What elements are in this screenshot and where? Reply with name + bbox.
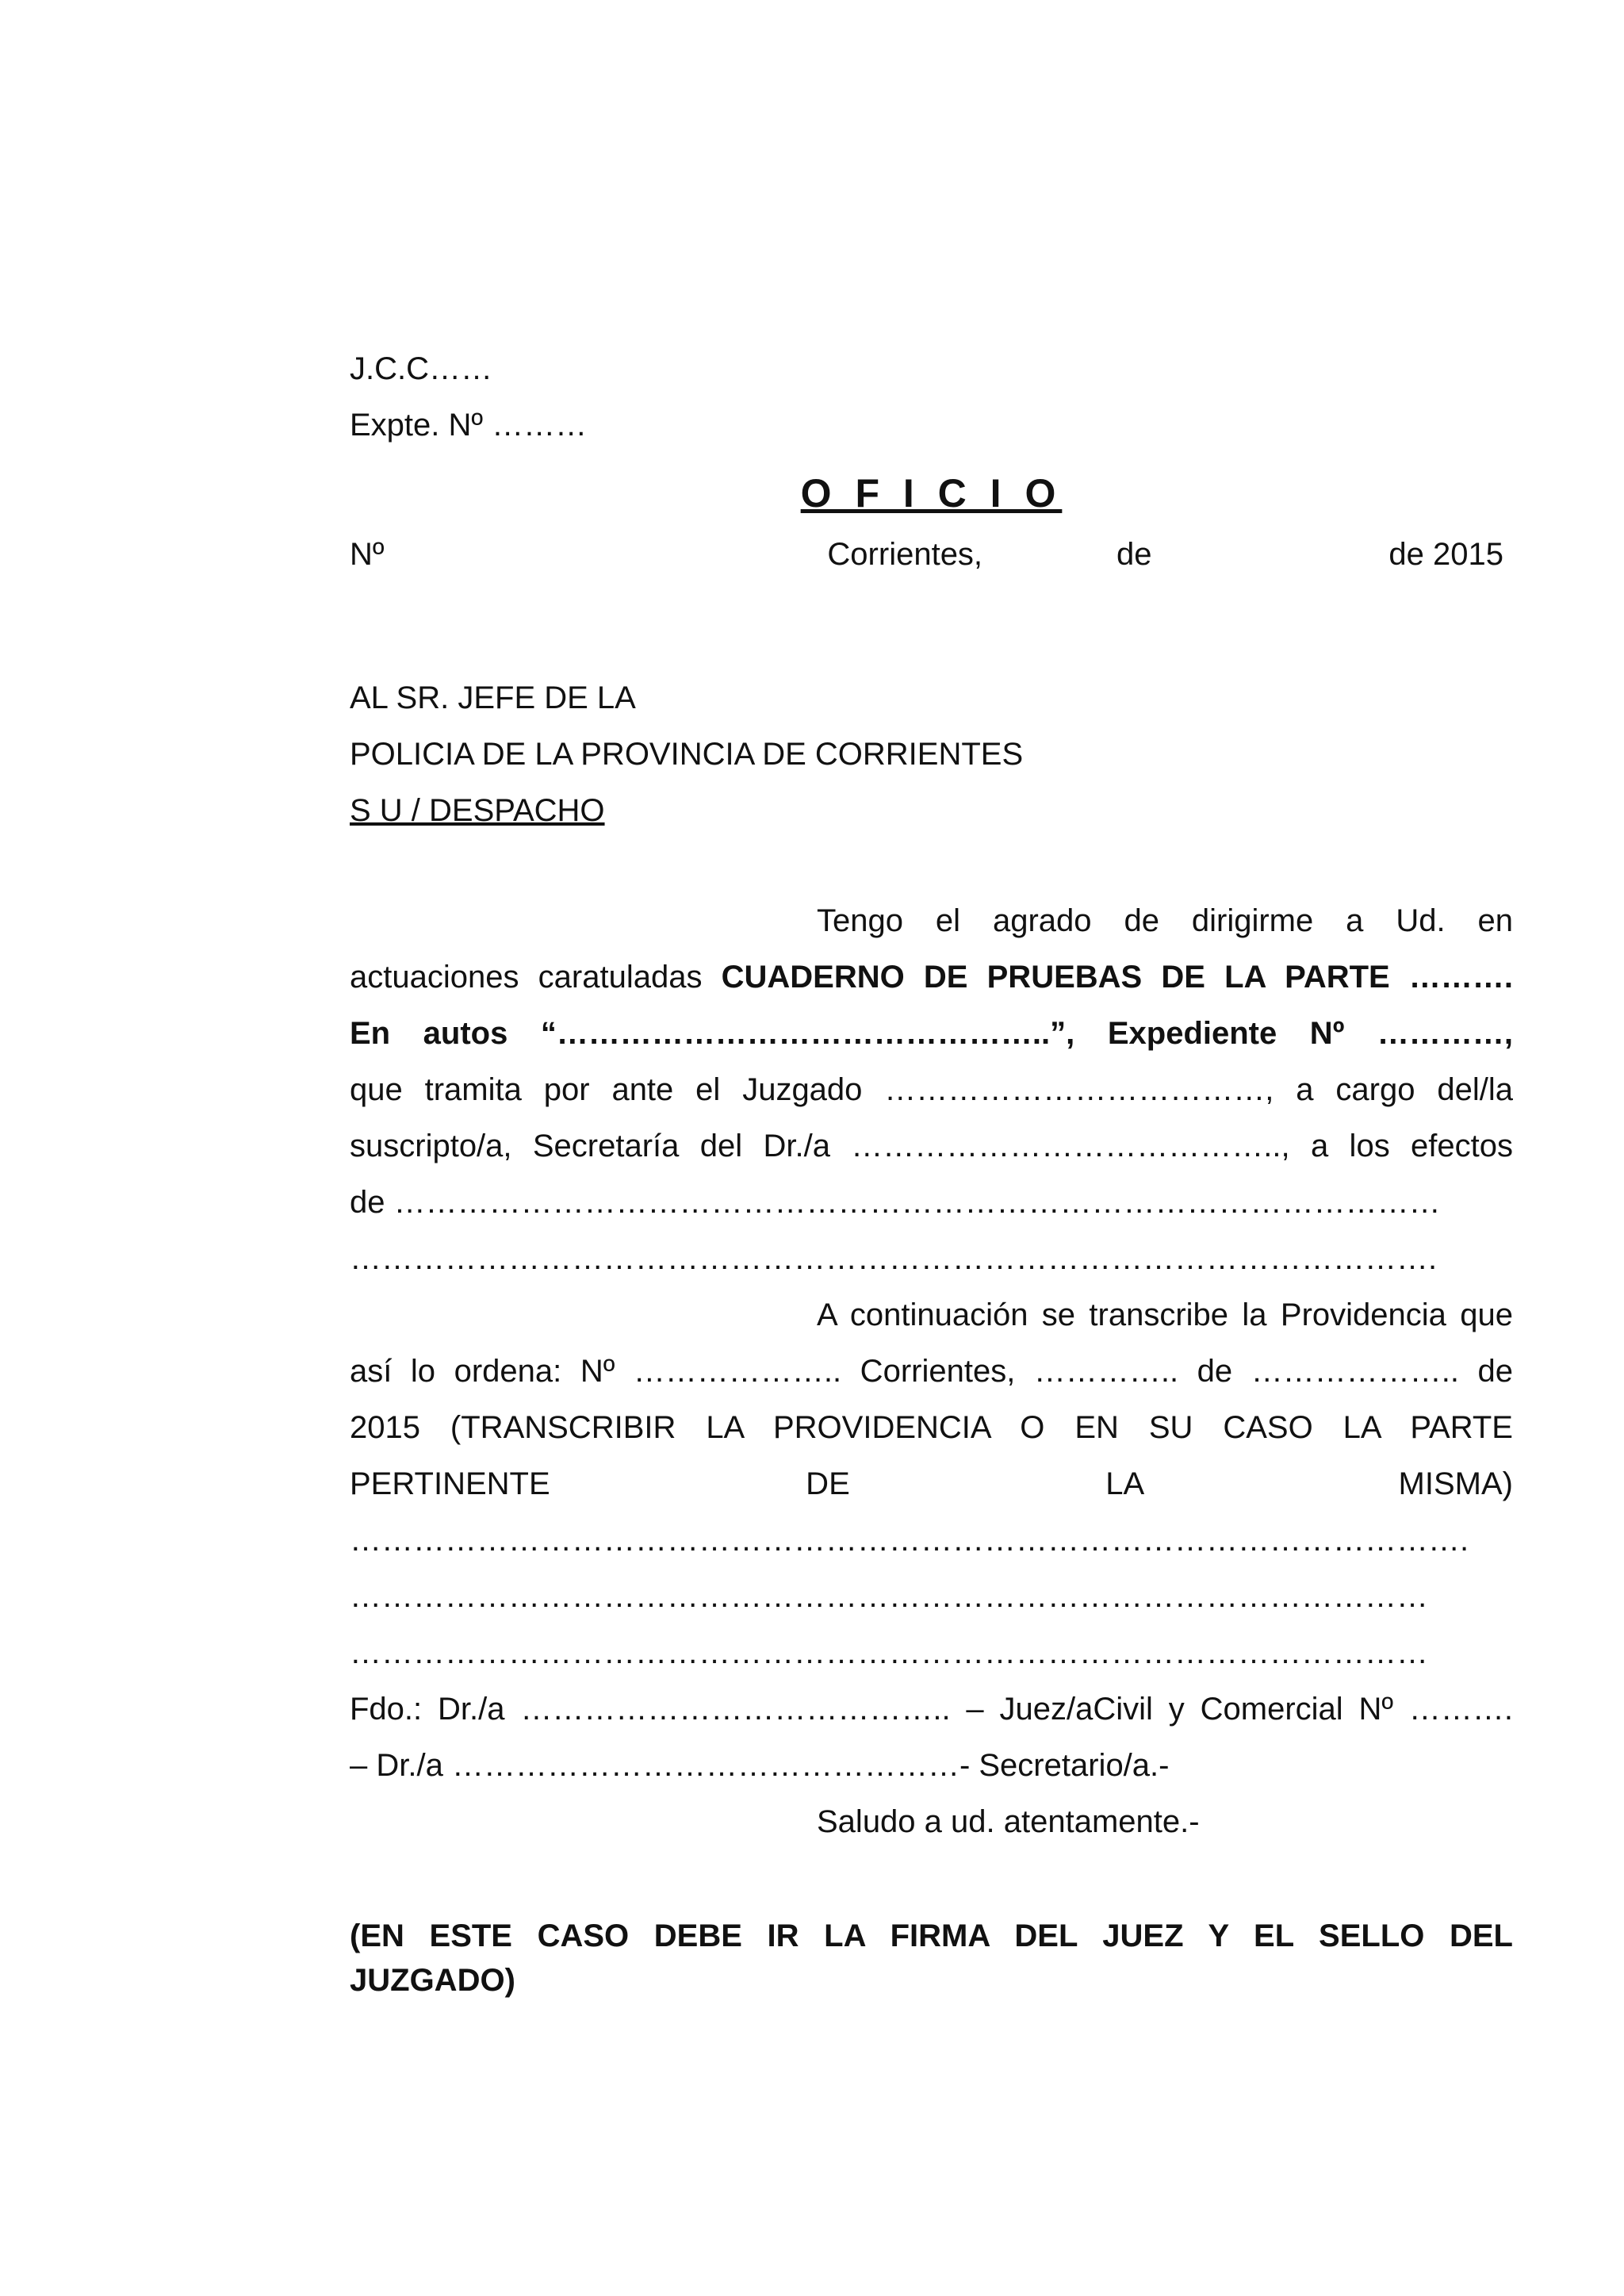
signature-judge-line: Fdo.: Dr./a ………………………………….. – Juez/aCivil y Comercial Nº ………. (350, 1692, 1513, 1727)
paragraph-2-line-3: 2015 (TRANSCRIBIR LA PROVIDENCIA O EN SU CASO LA PARTE (350, 1410, 1513, 1445)
paragraph-2-line-1: A continuación se transcribe la Providencia que (817, 1297, 1513, 1332)
date-year-label: de 2015 (1388, 537, 1503, 572)
document-body (350, 341, 1513, 2003)
spacer (350, 1850, 1513, 1914)
spacer (350, 583, 1513, 670)
paragraph-1-line-5: suscripto/a, Secretaría del Dr./a ………………………………….., a los efectos (350, 1129, 1513, 1163)
addressee-line-1: AL SR. JEFE DE LA (350, 680, 636, 715)
paragraph-2-line-7: ………………………………………………………………………………………… (350, 1635, 1428, 1670)
paragraph-1-line-1: Tengo el agrado de dirigirme a Ud. en (817, 903, 1513, 938)
paragraph-2-line-6: ………………………………………………………………………………………… (350, 1579, 1428, 1614)
paragraph-1-line-4: que tramita por ante el Juzgado ………………………………, a cargo del/la (350, 1072, 1513, 1107)
signature-secretary-line: – Dr./a …………………………………………- Secretario/a.- (350, 1748, 1170, 1783)
court-reference: J.C.C…… (350, 351, 492, 386)
signature-note-line-2: JUZGADO) (350, 1963, 515, 1998)
city-label: Corrientes, (827, 537, 983, 572)
paragraph-1-line-2: actuaciones caratuladas CUADERNO DE PRUEBAS DE LA PARTE ………. (350, 960, 1513, 995)
signature-note (350, 1914, 1513, 2003)
paragraph-2-line-2: así lo ordena: Nº ……………….. Corrientes, ………….. de ……………….. de (350, 1354, 1513, 1389)
expediente-number: Expte. Nº ……… (350, 408, 588, 443)
paragraph-2-line-4: PERTINENTE DE LA MISMA) (350, 1466, 1513, 1501)
addressee-line-3: S U / DESPACHO (350, 793, 605, 828)
signature-note-line-1: (EN ESTE CASO DEBE IR LA FIRMA DEL JUEZ Y EL SELLO DEL (350, 1918, 1513, 1953)
paragraph-1-line-7: …………………………………………………………………………………………. (350, 1241, 1438, 1276)
paragraph-1-line-3: En autos “………………………………………..”, Expediente Nº …………, (350, 1016, 1513, 1051)
date-row (350, 527, 1513, 583)
date-de-label: de (1116, 537, 1152, 572)
oficio-number-label: Nº (350, 537, 385, 572)
closing-salutation: Saludo a ud. atentamente.- (817, 1804, 1200, 1839)
document-title: O F I C I O (800, 471, 1063, 516)
addressee-line-2: POLICIA DE LA PROVINCIA DE CORRIENTES (350, 737, 1024, 772)
paragraph-1-line-6: de ……………………………………………………………………………………… (350, 1185, 1441, 1220)
spacer (350, 839, 1513, 893)
paragraph-2-line-5: ……………………………………………………………………………………………. (350, 1523, 1469, 1558)
